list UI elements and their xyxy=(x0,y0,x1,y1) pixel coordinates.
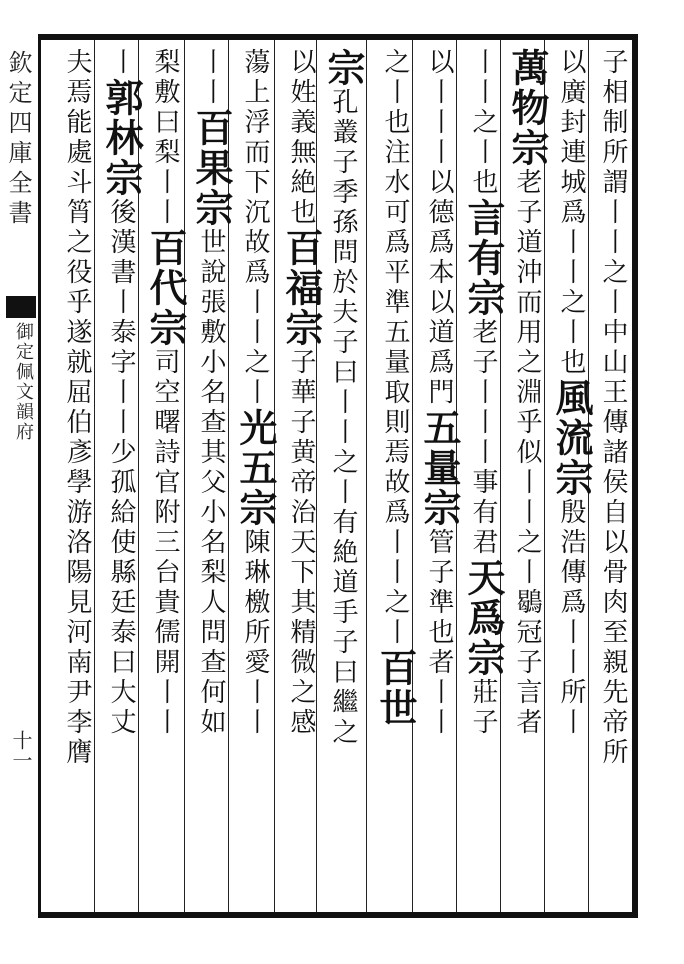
column-rule xyxy=(544,40,545,912)
entry-text: 陳琳檄所 xyxy=(240,528,270,648)
entry-heading: 百 xyxy=(373,648,418,688)
entry-heading: 萬物宗 xyxy=(505,48,550,168)
margin-fishtail-mark xyxy=(6,296,36,318)
entry-text: 肉至親先帝所 xyxy=(598,588,628,768)
entry-text: 管子準也者丨丨 xyxy=(424,528,454,738)
entry-text: 孔叢子季孫問於夫子曰丨丨之丨 xyxy=(328,88,358,508)
entry-text: 子華子黄帝治 xyxy=(286,348,316,528)
text-column xyxy=(230,48,278,908)
entry-text: 之丨鶡冠子言者 xyxy=(512,528,542,738)
column-rule xyxy=(184,40,185,912)
entry-text: 蕩上浮而下沉 xyxy=(240,48,270,228)
margin-collection-title: 欽定四庫全書 xyxy=(4,50,32,230)
column-rule xyxy=(500,40,501,912)
column-rule xyxy=(412,40,413,912)
entry-text: 莊子 xyxy=(468,678,498,738)
entry-text: 丨丨之丨也 xyxy=(468,48,498,198)
entry-text: 老子丨丨 xyxy=(468,318,498,438)
entry-text: 梨敷曰梨丨丨 xyxy=(150,48,180,228)
entry-heading: 光五宗 xyxy=(233,408,278,528)
entry-text: 以丨丨丨以 xyxy=(424,48,454,198)
frame-bottom-border xyxy=(38,912,638,918)
frame-right-border xyxy=(632,34,638,918)
entry-text: 之丨也注水可爲 xyxy=(380,48,410,258)
text-column xyxy=(546,48,594,908)
frame-left-border xyxy=(38,34,41,918)
entry-text: 故爲丨丨之丨 xyxy=(240,228,270,408)
entry-text: 司空曙詩官附三台貴儒開丨丨 xyxy=(150,348,180,738)
entry-text: 世說張敷小名查其 xyxy=(196,228,226,468)
entry-text: 愛丨丨 xyxy=(240,648,270,738)
entry-text: 殷浩傳爲丨丨所丨 xyxy=(556,498,586,738)
entry-text: 後漢書丨泰 xyxy=(106,198,136,348)
text-column xyxy=(140,48,188,908)
text-column xyxy=(276,48,324,908)
entry-text: 字丨丨少孤給使縣廷泰曰大丈 xyxy=(106,348,136,738)
column-rule xyxy=(366,40,367,912)
entry-text: 子相制所謂丨丨之丨中山王傳諸侯自以骨 xyxy=(598,48,628,588)
entry-heading: 天爲宗 xyxy=(461,558,506,678)
entry-text: 丨事有君 xyxy=(468,438,498,558)
entry-heading: 百代宗 xyxy=(143,228,188,348)
entry-heading: 百果宗 xyxy=(189,108,234,228)
frame-top-border xyxy=(38,34,638,40)
text-column xyxy=(52,48,94,908)
margin-book-title: 御定佩文韻府 xyxy=(13,322,34,442)
text-column xyxy=(186,48,234,908)
entry-text: 天下其精微之 xyxy=(286,528,316,708)
column-rule xyxy=(94,40,95,912)
text-column xyxy=(590,48,630,908)
entry-text: 丨 xyxy=(106,48,136,78)
entry-text: 父小名梨人問查何如 xyxy=(196,468,226,738)
entry-heading: 五量宗 xyxy=(417,408,462,528)
entry-heading: 百福宗 xyxy=(279,228,324,348)
entry-text: 以廣封連城爲丨丨之丨也 xyxy=(556,48,586,378)
entry-text: 平準五量取則焉故爲丨丨之丨 xyxy=(380,258,410,648)
entry-text: 德爲本以道爲門 xyxy=(424,198,454,408)
text-column xyxy=(414,48,462,908)
text-column xyxy=(502,48,550,908)
entry-heading: 風流宗 xyxy=(549,378,594,498)
entry-text: 有絶道手子曰繼之 xyxy=(328,508,358,748)
entry-text: 丨丨 xyxy=(196,48,226,108)
entry-text: 夫焉能處斗筲之役乎遂就屈伯彥學游洛 xyxy=(62,48,92,558)
entry-heading: 世 xyxy=(373,688,418,728)
entry-heading: 郭林宗 xyxy=(99,78,144,198)
entry-text: 老子道沖而用之淵乎似丨丨 xyxy=(512,168,542,528)
text-column xyxy=(318,48,366,908)
text-column xyxy=(370,48,418,908)
page-number: 十一 xyxy=(9,730,33,770)
text-column xyxy=(458,48,506,908)
entry-heading: 言有宗 xyxy=(461,198,506,318)
entry-heading: 宗 xyxy=(321,48,366,88)
entry-text: 以姓義無絶也 xyxy=(286,48,316,228)
text-column xyxy=(96,48,144,908)
entry-text: 陽見河南尹李膺 xyxy=(62,558,92,768)
entry-text: 感 xyxy=(286,708,316,738)
